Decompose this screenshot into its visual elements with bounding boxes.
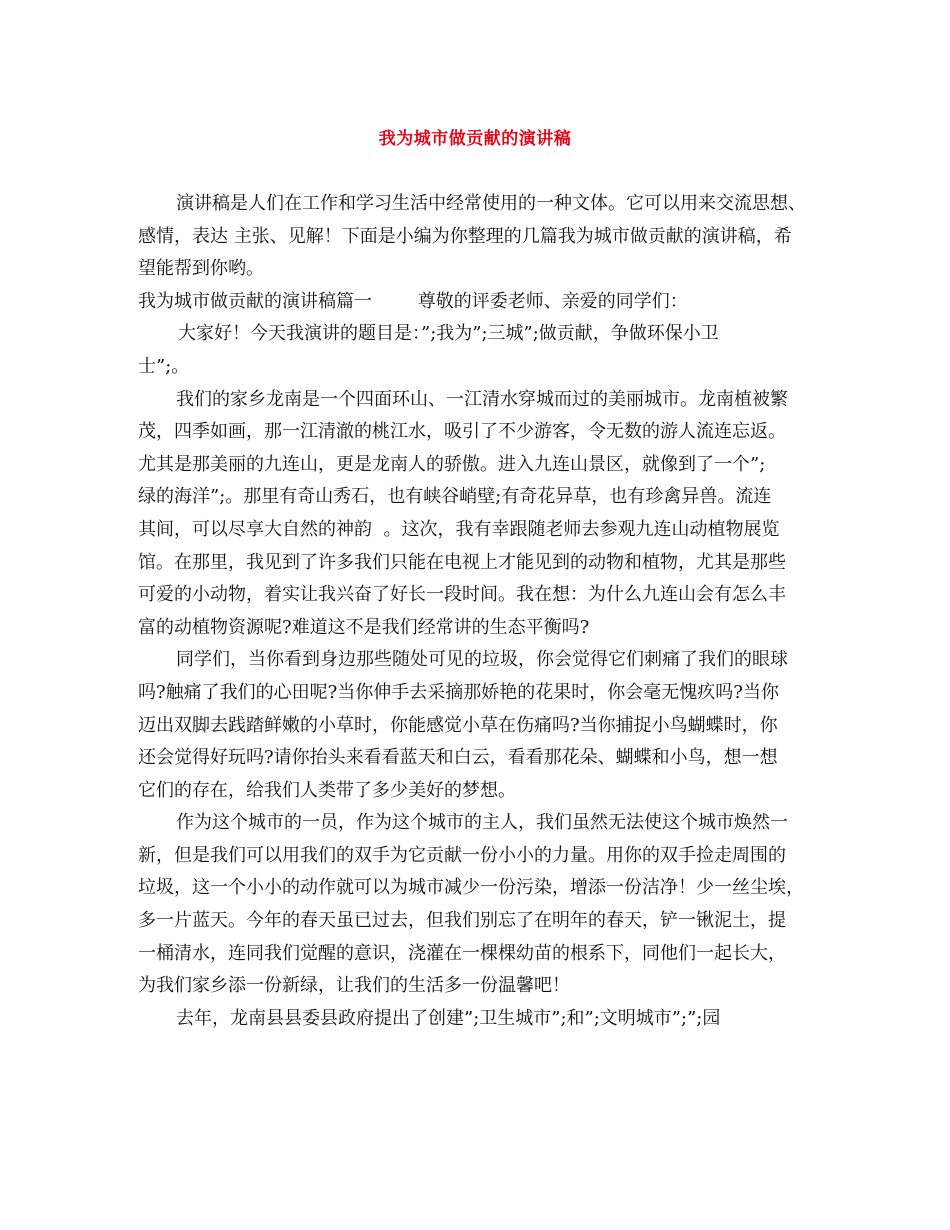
text-line: 一桶清水，连同我们觉醒的意识，浇灌在一棵棵幼苗的根系下，同他们一起长大，: [138, 942, 786, 964]
text-line: 感情，表达 主张、见解！下面是小编为你整理的几篇我为城市做贡献的演讲稿，希: [138, 225, 792, 247]
text-line: 去年，龙南县县委县政府提出了创建”;卫生城市”;和”;文明城市”;”;园: [176, 1007, 721, 1029]
document-title: 我为城市做贡献的演讲稿: [378, 129, 572, 149]
text-line: 绿的海洋”;。那里有奇山秀石，也有峡谷峭壁;有奇花异草，也有珍禽异兽。流连: [138, 486, 772, 508]
text-line: 我为城市做贡献的演讲稿篇一 尊敬的评委老师、亲爱的同学们：: [138, 290, 688, 312]
text-line: 士”;。: [138, 355, 190, 377]
text-line: 富的动植物资源呢?难道这不是我们经常讲的生态平衡吗?: [138, 616, 590, 638]
text-line: 同学们，当你看到身边那些随处可见的垃圾，你会觉得它们刺痛了我们的眼球: [176, 649, 788, 671]
text-line: 吗?触痛了我们的心田呢?当你伸手去采摘那娇艳的花果时，你会毫无愧疚吗?当你: [138, 681, 779, 703]
text-line: 大家好！今天我演讲的题目是：”;我为”;三城”;做贡献，争做环保小卫: [178, 323, 719, 345]
text-line: 多一片蓝天。今年的春天虽已过去，但我们别忘了在明年的春天，铲一锹泥土，提: [138, 910, 786, 932]
text-line: 我们的家乡龙南是一个四面环山、一江清水穿城而过的美丽城市。龙南植被繁: [176, 388, 788, 410]
text-line: 还会觉得好玩吗?请你抬头来看看蓝天和白云，看看那花朵、蝴蝶和小鸟，想一想: [138, 747, 778, 769]
text-line: 茂，四季如画，那一江清澈的桃江水，吸引了不少游客，令无数的游人流连忘返。: [138, 421, 786, 443]
text-line: 望能帮到你哟。: [138, 258, 264, 280]
text-line: 馆。在那里，我见到了许多我们只能在电视上才能见到的动物和植物，尤其是那些: [138, 551, 786, 573]
text-line: 尤其是那美丽的九连山，更是龙南人的骄傲。进入九连山景区，就像到了一个”;: [138, 453, 766, 475]
text-line: 可爱的小动物，着实让我兴奋了好长一段时间。我在想：为什么九连山会有怎么丰: [138, 584, 786, 606]
document-body: [138, 188, 818, 1035]
text-line: 为我们家乡添一份新绿，让我们的生活多一份温馨吧！: [138, 975, 570, 997]
text-line: 迈出双脚去践踏鲜嫩的小草时，你能感觉小草在伤痛吗?当你捕捉小鸟蝴蝶时，你: [138, 714, 778, 736]
text-line: 垃圾，这一个小小的动作就可以为城市减少一份污染，增添一份洁净！少一丝尘埃，: [138, 877, 804, 899]
text-line: 新，但是我们可以用我们的双手为它贡献一份小小的力量。用你的双手捡走周围的: [138, 844, 786, 866]
text-line: 作为这个城市的一员，作为这个城市的主人，我们虽然无法使这个城市焕然一: [176, 812, 788, 834]
text-line: 其间，可以尽享大自然的神韵 。这次，我有幸跟随老师去参观九连山动植物展览: [138, 518, 780, 540]
text-line: 它们的存在，给我们人类带了多少美好的梦想。: [138, 779, 516, 801]
text-line: 演讲稿是人们在工作和学习生活中经常使用的一种文体。它可以用来交流思想、: [176, 193, 806, 214]
